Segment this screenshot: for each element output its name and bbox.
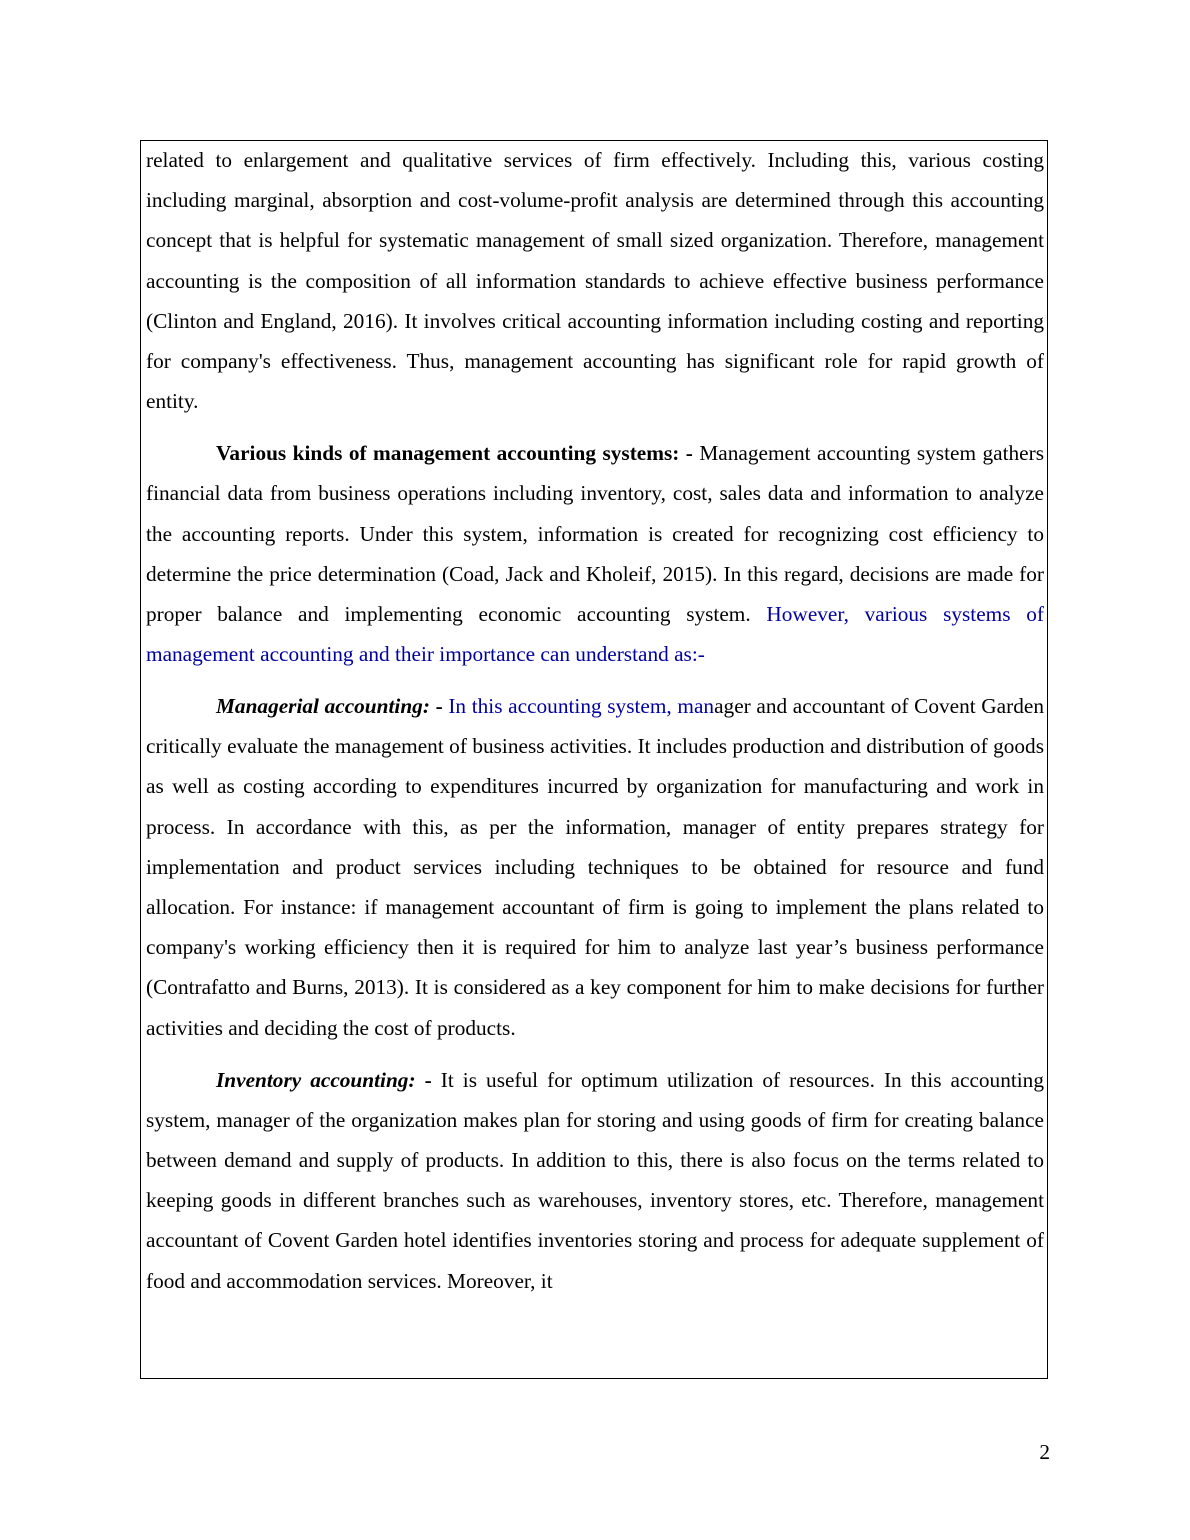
- paragraph-heading: Various kinds of management accounting systems:: [216, 441, 680, 466]
- page-number: 2: [1039, 1440, 1050, 1464]
- paragraph-text: It is useful for optimum utilization of resources. In this accounting system, manager of the organization makes plan for storing and using goods of firm for creating balance between demand and supply of products. In addition to this, there is also focus on the terms related to keeping goods in different branches such as warehouses, inventory stores, etc. Therefore, management accountant of Covent Garden hotel identifies inventories storing and process for adequate supplement of food and accommodation services. Moreover, it: [146, 1067, 1044, 1293]
- heading-dash: -: [415, 1067, 441, 1092]
- text-box-content: [146, 140, 1044, 1301]
- paragraph-heading: Inventory accounting:: [216, 1067, 416, 1092]
- heading-dash: -: [679, 441, 700, 466]
- paragraph-various-kinds: [146, 433, 1044, 674]
- paragraph-managerial-accounting: [146, 686, 1044, 1048]
- paragraph-text: Management accounting system gathers financial data from business operations including inventory, cost, sales data and information to analyze the accounting reports. Under this system, information is created for recognizing cost efficiency to determine the price determination (Coad, Jack and Kholeif, 2015). In this regard, decisions are made for proper balance and implementing economic accounting system.: [146, 441, 1044, 626]
- paragraph-heading: Managerial accounting:: [216, 694, 430, 719]
- paragraph-inventory-accounting: [146, 1060, 1044, 1301]
- highlighted-text: In this accounting system, man: [448, 694, 715, 719]
- paragraph-intro-continuation: [146, 140, 1044, 421]
- paragraph-text: ager and accountant of Covent Garden critically evaluate the management of business activities. It includes production and distribution of goods as well as costing according to expenditures incurred by organization for manufacturing and work in process. In accordance with this, as per the information, manager of entity prepares strategy for implementation and product services including techniques to be obtained for resource and fund allocation. For instance: if management accountant of firm is going to implement the plans related to company's working efficiency then it is required for him to analyze last year’s business performance (Contrafatto and Burns, 2013). It is considered as a key component for him to make decisions for further activities and deciding the cost of products.: [146, 694, 1044, 1040]
- heading-dash: -: [429, 694, 449, 719]
- paragraph-text: related to enlargement and qualitative services of firm effectively. Including this, various costing including marginal, absorption and cost-volume-profit analysis are determined through this accounting concept that is helpful for systematic management of small sized organization. Therefore, management accounting is the composition of all information standards to achieve effective business performance (Clinton and England, 2016). It involves critical accounting information including costing and reporting for company's effectiveness. Thus, management accounting has significant role for rapid growth of entity.: [146, 148, 1044, 414]
- highlighted-text: However, various systems of management accounting and their importance can understand as:-: [146, 601, 1044, 667]
